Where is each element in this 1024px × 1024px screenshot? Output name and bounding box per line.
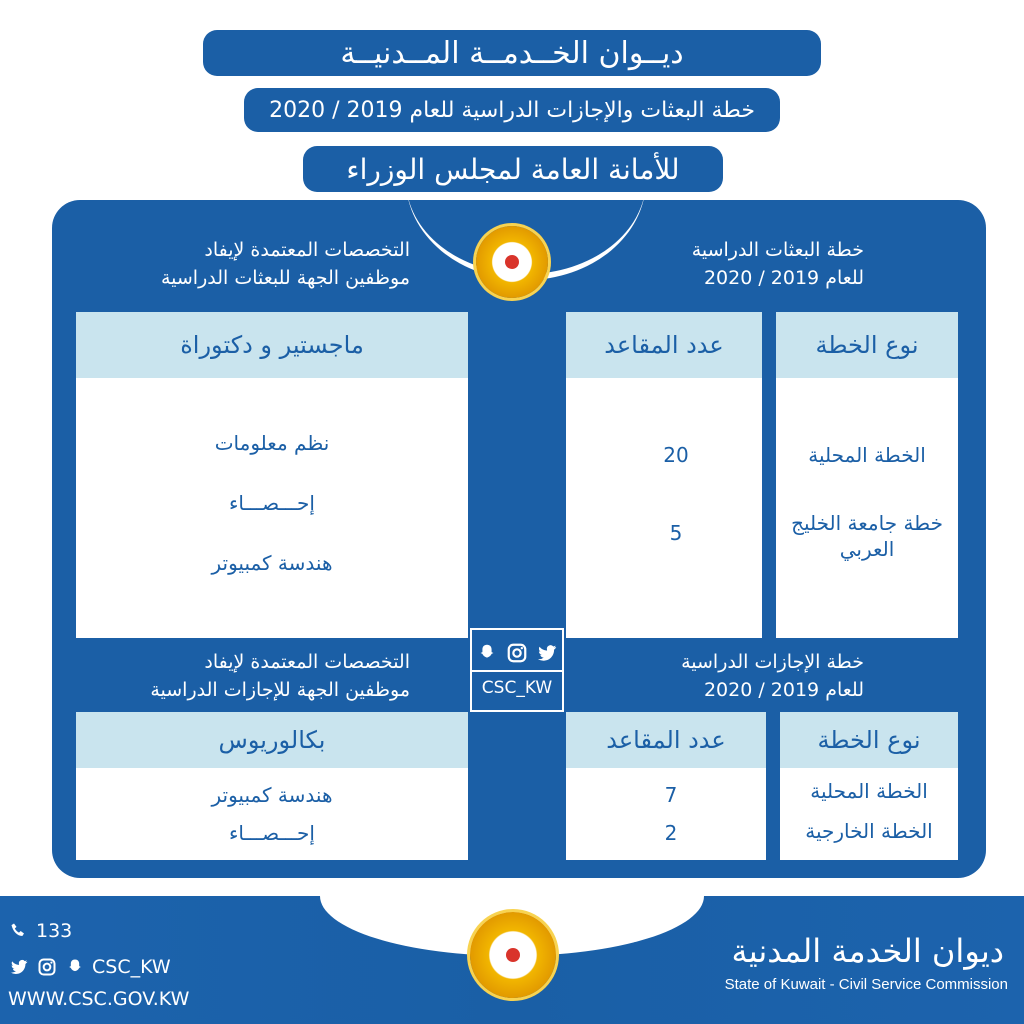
leaves-col-plan: نوع الخطة <box>780 712 958 768</box>
footer-handle[interactable]: CSC_KW <box>92 956 171 978</box>
header-agency: للأمانة العامة لمجلس الوزراء <box>303 146 723 192</box>
social-box <box>470 628 564 712</box>
footer-social <box>8 956 171 978</box>
scholarships-heading-line2: للعام 2019 / 2020 <box>703 267 864 289</box>
scholarships-seats-2: 5 <box>669 521 683 545</box>
leaves-plan-2: الخطة الخارجية <box>805 819 933 843</box>
twitter-icon[interactable] <box>535 642 559 664</box>
leaves-seats-1: 7 <box>664 783 678 807</box>
footer-website-text[interactable]: WWW.CSC.GOV.KW <box>8 988 190 1010</box>
footer-title-en: State of Kuwait - Civil Service Commission <box>724 976 1008 993</box>
leaves-specialties-heading <box>80 648 410 704</box>
phone-icon <box>8 921 30 941</box>
footer-phone[interactable] <box>8 920 72 942</box>
scholarships-specialty-1: نظم معلومات <box>214 431 330 455</box>
scholarships-specialties-heading-line1: التخصصات المعتمدة لإيفاد <box>204 239 410 261</box>
leaves-plan-1: الخطة المحلية <box>810 779 928 803</box>
header-title: ديــوان الخــدمــة المــدنيــة <box>203 30 821 76</box>
scholarships-heading-line1: خطة البعثات الدراسية <box>691 239 864 261</box>
scholarships-col-plan: نوع الخطة <box>776 312 958 378</box>
twitter-icon[interactable] <box>8 957 30 977</box>
scholarships-specialty-2: إحـــصـــاء <box>229 491 315 515</box>
leaves-degree: بكالوريوس <box>76 712 468 768</box>
social-handle[interactable]: CSC_KW <box>472 670 562 698</box>
header-subtitle: خطة البعثات والإجازات الدراسية للعام 2019 / 2020 <box>244 88 780 132</box>
instagram-icon[interactable] <box>36 957 58 977</box>
leaves-col-seats: عدد المقاعد <box>566 712 766 768</box>
leaves-specialty-1: هندسة كمبيوتر <box>211 783 333 807</box>
csc-emblem-icon <box>476 226 548 298</box>
scholarships-specialty-3: هندسة كمبيوتر <box>211 551 333 575</box>
scholarships-heading <box>604 236 864 292</box>
scholarships-plan-1: الخطة المحلية <box>808 443 926 467</box>
leaves-specialty-2: إحـــصـــاء <box>229 821 315 845</box>
scholarships-col-seats: عدد المقاعد <box>566 312 762 378</box>
leaves-heading <box>604 648 864 704</box>
leaves-specialties-heading-line1: التخصصات المعتمدة لإيفاد <box>204 651 410 673</box>
leaves-seats-2: 2 <box>664 821 678 845</box>
instagram-icon[interactable] <box>505 642 529 664</box>
snapchat-icon[interactable] <box>64 957 86 977</box>
csc-seal-icon <box>470 912 556 998</box>
footer-phone-number[interactable]: 133 <box>36 920 73 942</box>
footer-title-ar: ديوان الخدمة المدنية <box>731 932 1004 970</box>
scholarships-degree: ماجستير و دكتوراة <box>76 312 468 378</box>
leaves-specialties-heading-line2: موظفين الجهة للإجازات الدراسية <box>150 679 410 701</box>
leaves-heading-line2: للعام 2019 / 2020 <box>703 679 864 701</box>
scholarships-specialties-heading-line2: موظفين الجهة للبعثات الدراسية <box>160 267 410 289</box>
snapchat-icon[interactable] <box>475 642 499 664</box>
scholarships-seats-1: 20 <box>663 443 689 467</box>
scholarships-specialties-heading <box>80 236 410 292</box>
footer-website[interactable] <box>8 988 189 1010</box>
leaves-heading-line1: خطة الإجازات الدراسية <box>681 651 864 673</box>
scholarships-plan-2: خطة جامعة الخليج العربي <box>791 511 943 561</box>
